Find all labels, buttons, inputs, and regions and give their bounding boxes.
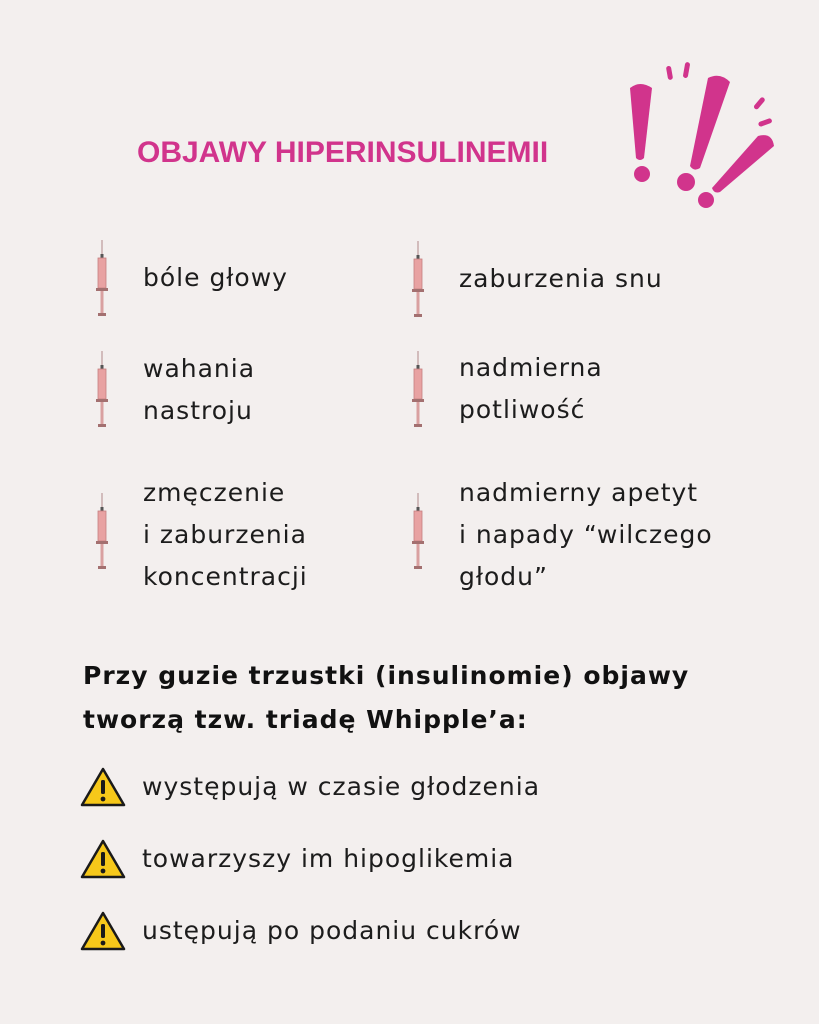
- symptom-item: zmęczenie i zaburzenia koncentracji: [143, 478, 308, 591]
- syringe-icon: [411, 241, 425, 317]
- triad-heading: Przy guzie trzustki (insulinomie) objawy tworzą tzw. triadę Whipple’a:: [83, 661, 690, 734]
- page-title: OBJAWY HIPERINSULINEMII: [137, 136, 549, 169]
- syringe-icon: [411, 351, 425, 427]
- exclamation-marks-icon: [620, 60, 790, 220]
- warning-icon: [80, 766, 126, 808]
- symptom-item: bóle głowy: [143, 263, 288, 292]
- syringe-icon: [95, 240, 109, 316]
- triad-item-text: towarzyszy im hipoglikemia: [142, 844, 515, 873]
- symptom-item: nadmierny apetyt i napady “wilczego głodu”: [459, 478, 713, 591]
- triad-item-text: ustępują po podaniu cukrów: [142, 916, 522, 945]
- triad-item-text: występują w czasie głodzenia: [142, 772, 541, 801]
- syringe-icon: [95, 493, 109, 569]
- syringe-icon: [95, 351, 109, 427]
- symptom-item: nadmierna potliwość: [459, 353, 603, 424]
- warning-icon: [80, 838, 126, 880]
- symptom-item: wahania nastroju: [143, 354, 256, 425]
- warning-icon: [80, 910, 126, 952]
- symptom-item: zaburzenia snu: [459, 264, 663, 293]
- syringe-icon: [411, 493, 425, 569]
